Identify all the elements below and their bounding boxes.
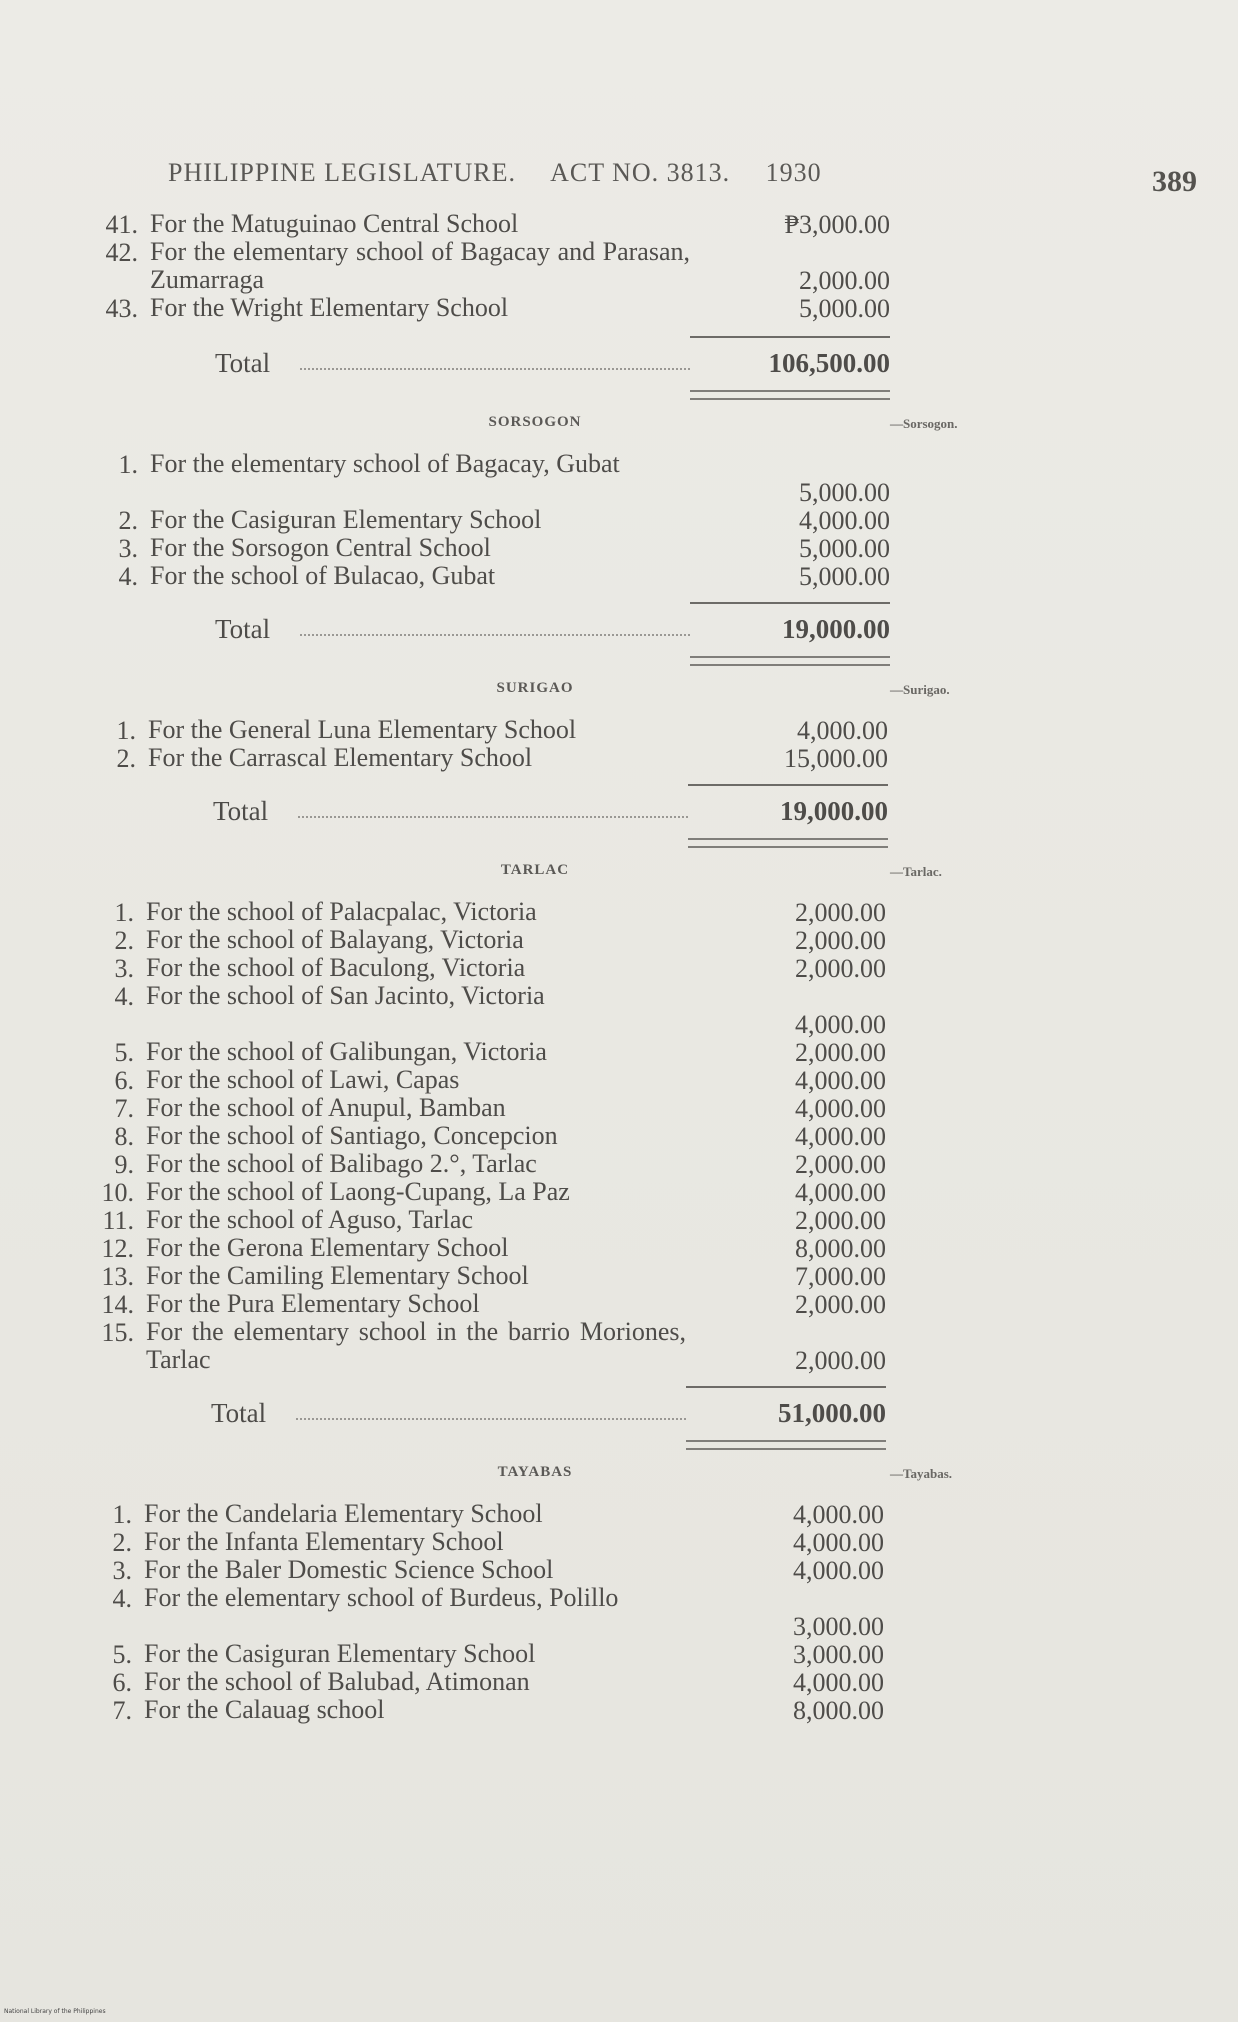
item-amount: 5,000.00 bbox=[799, 478, 890, 507]
item-number: 13. bbox=[101, 1262, 134, 1291]
list-item bbox=[0, 449, 900, 507]
item-description: For the Candelaria Elementary School bbox=[144, 1499, 543, 1528]
item-description: For the General Luna Elementary School bbox=[148, 715, 577, 744]
item-number: 1. bbox=[116, 716, 136, 745]
item-amount: 3,000.00 bbox=[793, 1612, 884, 1641]
item-amount: 2,000.00 bbox=[795, 1290, 886, 1319]
list-item bbox=[0, 1696, 894, 1736]
header-legislature: PHILIPPINE LEGISLATURE. bbox=[168, 158, 516, 187]
leader-dots bbox=[300, 634, 690, 636]
item-description: For the school of Palacpalac, Victoria bbox=[146, 897, 537, 926]
header-year: 1930 bbox=[765, 158, 822, 187]
page-number: 389 bbox=[1152, 165, 1197, 198]
total-amount: 51,000.00 bbox=[778, 1398, 886, 1428]
total-row bbox=[0, 796, 898, 836]
total-row bbox=[0, 348, 900, 388]
margin-note: —Tayabas. bbox=[890, 1466, 953, 1481]
item-description: For the school of Galibungan, Victoria bbox=[146, 1037, 547, 1066]
total-label: Total bbox=[215, 614, 271, 644]
item-number: 2. bbox=[114, 926, 134, 955]
item-amount: 2,000.00 bbox=[795, 926, 886, 955]
item-amount: 15,000.00 bbox=[784, 744, 888, 773]
item-amount: 5,000.00 bbox=[799, 534, 890, 563]
item-amount: 4,000.00 bbox=[793, 1668, 884, 1697]
item-number: 8. bbox=[114, 1122, 134, 1151]
item-amount: 2,000.00 bbox=[795, 1206, 886, 1235]
double-rule bbox=[686, 1440, 886, 1450]
item-number: 12. bbox=[101, 1234, 134, 1263]
item-description: For the school of Baculong, Victoria bbox=[146, 953, 526, 982]
item-number: 5. bbox=[112, 1640, 132, 1669]
leader-dots bbox=[296, 1418, 686, 1420]
item-number: 1. bbox=[112, 1500, 132, 1529]
sum-rule bbox=[686, 1386, 886, 1388]
item-description: For the Infanta Elementary School bbox=[144, 1527, 504, 1556]
total-amount: 19,000.00 bbox=[782, 614, 890, 644]
item-amount: 5,000.00 bbox=[799, 562, 890, 591]
item-amount: 4,000.00 bbox=[795, 1010, 886, 1039]
item-description: For the elementary school of Bagacay, Gubat bbox=[150, 449, 620, 478]
item-description: For the school of Balibago 2.°, Tarlac bbox=[146, 1149, 537, 1178]
margin-note: —Tarlac. bbox=[890, 864, 942, 879]
item-number: 2. bbox=[118, 506, 138, 535]
item-amount: 4,000.00 bbox=[795, 1094, 886, 1123]
item-amount: 4,000.00 bbox=[793, 1500, 884, 1529]
item-number: 42. bbox=[105, 238, 138, 267]
double-rule bbox=[688, 838, 888, 848]
total-row bbox=[0, 614, 900, 654]
list-item bbox=[0, 1317, 896, 1375]
section-title: SORSOGON bbox=[488, 414, 582, 430]
item-number: 7. bbox=[112, 1696, 132, 1725]
item-amount: 8,000.00 bbox=[795, 1234, 886, 1263]
list-item bbox=[0, 981, 896, 1039]
item-number: 4. bbox=[112, 1584, 132, 1613]
item-description: For the school of Lawi, Capas bbox=[146, 1065, 460, 1094]
double-rule bbox=[690, 390, 890, 400]
list-item bbox=[0, 294, 900, 334]
item-amount: 4,000.00 bbox=[799, 506, 890, 535]
section-title: TARLAC bbox=[500, 862, 570, 878]
item-number: 6. bbox=[112, 1668, 132, 1697]
item-number: 14. bbox=[101, 1290, 134, 1319]
item-description: For the Camiling Elementary School bbox=[146, 1261, 529, 1290]
item-amount: 2,000.00 bbox=[799, 266, 890, 295]
list-item bbox=[0, 1583, 894, 1641]
item-amount: 2,000.00 bbox=[795, 954, 886, 983]
item-description: For the school of Bulacao, Gubat bbox=[150, 561, 496, 590]
item-amount: 4,000.00 bbox=[793, 1556, 884, 1585]
list-item bbox=[0, 744, 898, 784]
item-description: For the school of Santiago, Concepcion bbox=[146, 1121, 558, 1150]
item-amount: 2,000.00 bbox=[795, 898, 886, 927]
item-description: For the school of San Jacinto, Victoria bbox=[146, 981, 545, 1010]
item-description: For the school of Balayang, Victoria bbox=[146, 925, 524, 954]
item-description: For the Pura Elementary School bbox=[146, 1289, 480, 1318]
item-description: For the Wright Elementary School bbox=[150, 293, 509, 322]
item-amount: 2,000.00 bbox=[795, 1038, 886, 1067]
item-number: 3. bbox=[118, 534, 138, 563]
item-number: 2. bbox=[116, 744, 136, 773]
sum-rule bbox=[690, 602, 890, 604]
item-description: For the elementary school of Burdeus, Polillo bbox=[144, 1583, 619, 1612]
item-description: For the elementary school of Bagacay and Parasan, Zumarraga bbox=[150, 237, 690, 294]
item-number: 5. bbox=[114, 1038, 134, 1067]
item-description: For the school of Aguso, Tarlac bbox=[146, 1205, 473, 1234]
item-number: 9. bbox=[114, 1150, 134, 1179]
list-item bbox=[0, 237, 900, 295]
total-amount: 106,500.00 bbox=[768, 348, 890, 378]
sum-rule bbox=[690, 336, 890, 338]
item-description: For the school of Balubad, Atimonan bbox=[144, 1667, 530, 1696]
item-amount: 4,000.00 bbox=[795, 1178, 886, 1207]
item-number: 41. bbox=[105, 210, 138, 239]
section-title: TAYABAS bbox=[497, 1464, 573, 1480]
item-amount: 2,000.00 bbox=[795, 1346, 886, 1375]
item-number: 3. bbox=[114, 954, 134, 983]
item-amount: 8,000.00 bbox=[793, 1696, 884, 1725]
item-description: For the Carrascal Elementary School bbox=[148, 743, 533, 772]
header-act: ACT NO. 3813. bbox=[550, 158, 731, 187]
item-number: 4. bbox=[118, 562, 138, 591]
item-description: For the Casiguran Elementary School bbox=[144, 1639, 536, 1668]
list-item bbox=[0, 562, 900, 602]
leader-dots bbox=[300, 368, 690, 370]
item-number: 3. bbox=[112, 1556, 132, 1585]
running-header bbox=[168, 158, 850, 188]
sum-rule bbox=[688, 784, 888, 786]
total-amount: 19,000.00 bbox=[780, 796, 888, 826]
item-amount: 2,000.00 bbox=[795, 1150, 886, 1179]
item-amount: ₱3,000.00 bbox=[784, 210, 890, 239]
item-number: 1. bbox=[114, 898, 134, 927]
item-number: 1. bbox=[118, 450, 138, 479]
item-description: For the Matuguinao Central School bbox=[150, 209, 519, 238]
footer-credit: National Library of the Philippines bbox=[4, 2008, 106, 2015]
margin-note: —Sorsogon. bbox=[890, 416, 958, 431]
item-amount: 3,000.00 bbox=[793, 1640, 884, 1669]
item-number: 11. bbox=[102, 1206, 134, 1235]
item-number: 6. bbox=[114, 1066, 134, 1095]
leader-dots bbox=[298, 816, 688, 818]
total-row bbox=[0, 1398, 896, 1438]
total-label: Total bbox=[215, 348, 271, 378]
item-number: 7. bbox=[114, 1094, 134, 1123]
item-amount: 4,000.00 bbox=[797, 716, 888, 745]
item-amount: 5,000.00 bbox=[799, 294, 890, 323]
item-number: 4. bbox=[114, 982, 134, 1011]
item-amount: 4,000.00 bbox=[795, 1122, 886, 1151]
item-description: For the Baler Domestic Science School bbox=[144, 1555, 554, 1584]
item-amount: 7,000.00 bbox=[795, 1262, 886, 1291]
double-rule bbox=[690, 656, 890, 666]
total-label: Total bbox=[213, 796, 269, 826]
item-description: For the Calauag school bbox=[144, 1695, 385, 1724]
item-number: 2. bbox=[112, 1528, 132, 1557]
item-amount: 4,000.00 bbox=[793, 1528, 884, 1557]
item-number: 10. bbox=[101, 1178, 134, 1207]
item-description: For the Gerona Elementary School bbox=[146, 1233, 509, 1262]
section-title: SURIGAO bbox=[496, 680, 574, 696]
item-number: 15. bbox=[101, 1318, 134, 1347]
item-number: 43. bbox=[105, 294, 138, 323]
total-label: Total bbox=[211, 1398, 267, 1428]
item-amount: 4,000.00 bbox=[795, 1066, 886, 1095]
item-description: For the school of Laong-Cupang, La Paz bbox=[146, 1177, 570, 1206]
margin-note: —Surigao. bbox=[890, 682, 950, 697]
item-description: For the Sorsogon Central School bbox=[150, 533, 491, 562]
item-description: For the elementary school in the barrio Moriones, Tarlac bbox=[146, 1317, 686, 1374]
item-description: For the school of Anupul, Bamban bbox=[146, 1093, 506, 1122]
item-description: For the Casiguran Elementary School bbox=[150, 505, 542, 534]
